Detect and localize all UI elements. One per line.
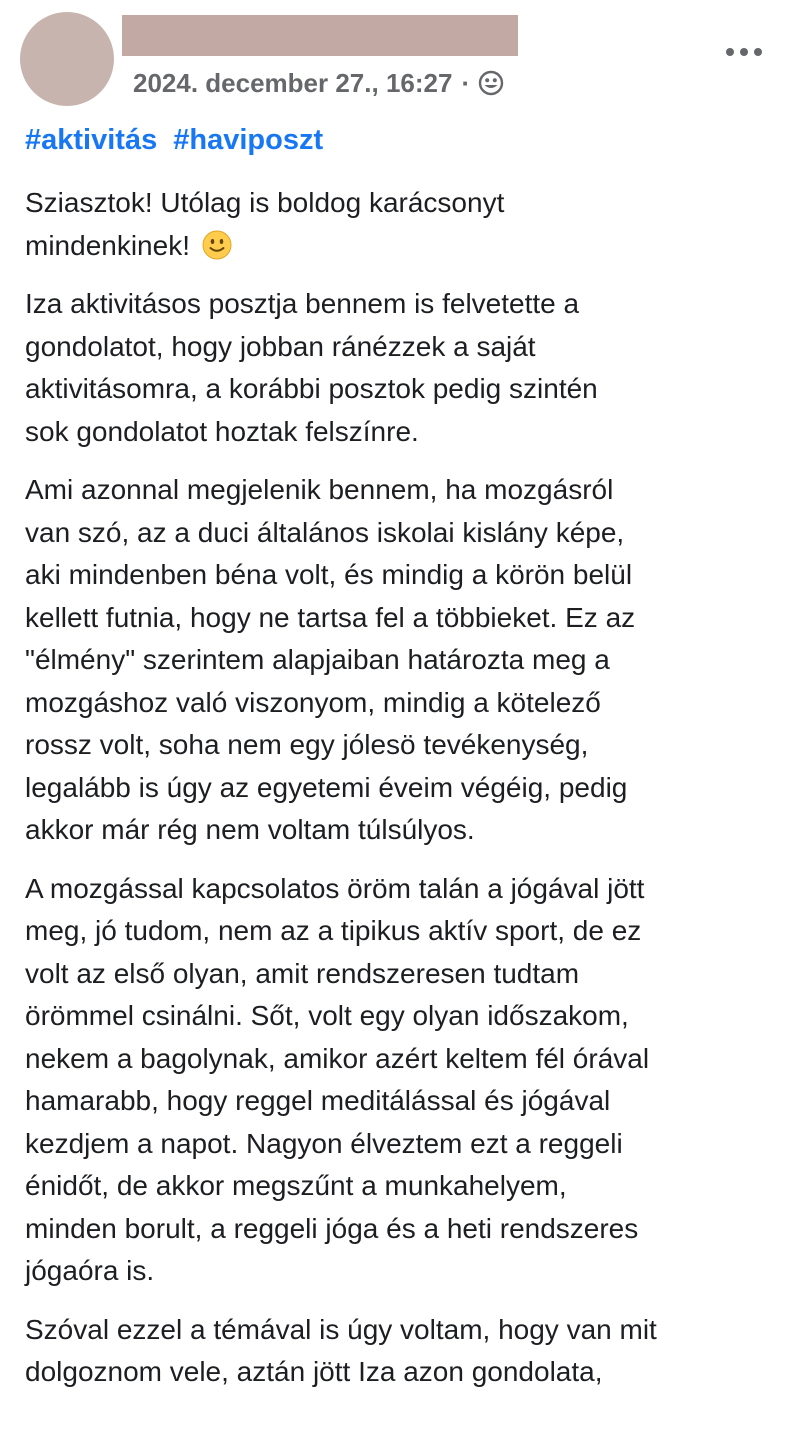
post-text-line: A mozgással kapcsolatos öröm talán a jógával jött bbox=[25, 872, 645, 904]
post-text-line: legalább is úgy az egyetemi éveim végéig, pedig bbox=[25, 771, 628, 803]
post-text-line: jógaóra is. bbox=[25, 1255, 155, 1286]
post-paragraph bbox=[25, 283, 795, 453]
post-text-line: sok gondolatot hoztak felszínre. bbox=[25, 415, 419, 447]
post-text-line: nekem a bagolynak, amikor azért keltem fél órával bbox=[25, 1042, 650, 1074]
post-text-line: van szó, az a duci általános iskolai kislány képe, bbox=[25, 516, 625, 548]
post-text-line: volt az első olyan, amit rendszeresen tudtam bbox=[25, 957, 580, 989]
more-options-icon bbox=[726, 48, 762, 56]
post-text-line: dolgoznom vele, aztán jött Iza azon gondolata, bbox=[25, 1356, 603, 1387]
post-paragraph bbox=[25, 182, 795, 267]
more-options-button[interactable] bbox=[717, 36, 771, 68]
post-text-line: Ami azonnal megjelenik bennem, ha mozgásról bbox=[25, 474, 614, 505]
post-text-line: mozgáshoz való viszonyom, mindig a kötelező bbox=[25, 686, 601, 718]
post-text-line: meg, jó tudom, nem az a tipikus aktív sport, de ez bbox=[25, 915, 642, 946]
post-paragraph bbox=[25, 1309, 795, 1394]
post-text-line: hamarabb, hogy reggel meditálással és jógával bbox=[25, 1085, 611, 1116]
post-text-line: aki mindenben béna volt, és mindig a körön belül bbox=[25, 559, 633, 590]
post-timestamp[interactable]: 2024. december 27., 16:27 bbox=[133, 67, 453, 98]
post-paragraph bbox=[25, 868, 795, 1293]
post-text-line: aktivitásomra, a korábbi posztok pedig szintén bbox=[25, 373, 598, 404]
post-text-line: minden borult, a reggeli jóga és a heti rendszeres bbox=[25, 1212, 639, 1244]
post-text-line: kezdjem a napot. Nagyon élveztem ezt a reggeli bbox=[25, 1127, 623, 1159]
hashtag-haviposzt[interactable]: #haviposzt bbox=[173, 124, 324, 156]
post-text-line: "élmény" szerintem alapjaiban határozta meg a bbox=[25, 644, 610, 675]
post-text-line: akkor már rég nem voltam túlsúlyos. bbox=[25, 814, 475, 845]
hashtag-row bbox=[25, 124, 323, 157]
post-text-line: gondolatot, hogy jobban ránézzek a saját bbox=[25, 330, 536, 362]
post-body bbox=[25, 182, 795, 1410]
author-avatar[interactable] bbox=[20, 12, 114, 106]
post-text-line: Szóval ezzel a témával is úgy voltam, hogy van mit bbox=[25, 1313, 657, 1345]
post-text-line: énidőt, de akkor megszűnt a munkahelyem, bbox=[25, 1170, 567, 1201]
hashtag-aktivitas[interactable]: #aktivitás bbox=[25, 124, 158, 156]
post-paragraph bbox=[25, 469, 795, 852]
author-name-redacted[interactable] bbox=[122, 15, 518, 56]
post-text-line: Sziasztok! Utólag is boldog karácsonyt bbox=[25, 187, 505, 218]
post-text-line: örömmel csinálni. Sőt, volt egy olyan időszakom, bbox=[25, 1000, 629, 1031]
meta-separator: · bbox=[461, 67, 471, 98]
post-text-line: kellett futnia, hogy ne tartsa fel a többieket. Ez az bbox=[25, 601, 636, 633]
slightly-smiling-face-icon bbox=[202, 230, 232, 260]
post-text-line: rossz volt, soha nem egy jólesö tevékenység, bbox=[25, 729, 589, 760]
group-audience-icon[interactable] bbox=[478, 70, 504, 96]
post-text-line: mindenkinek! bbox=[25, 229, 190, 261]
post-text-line: Iza aktivitásos posztja bennem is felvetette a bbox=[25, 288, 580, 319]
post-meta bbox=[133, 66, 504, 100]
